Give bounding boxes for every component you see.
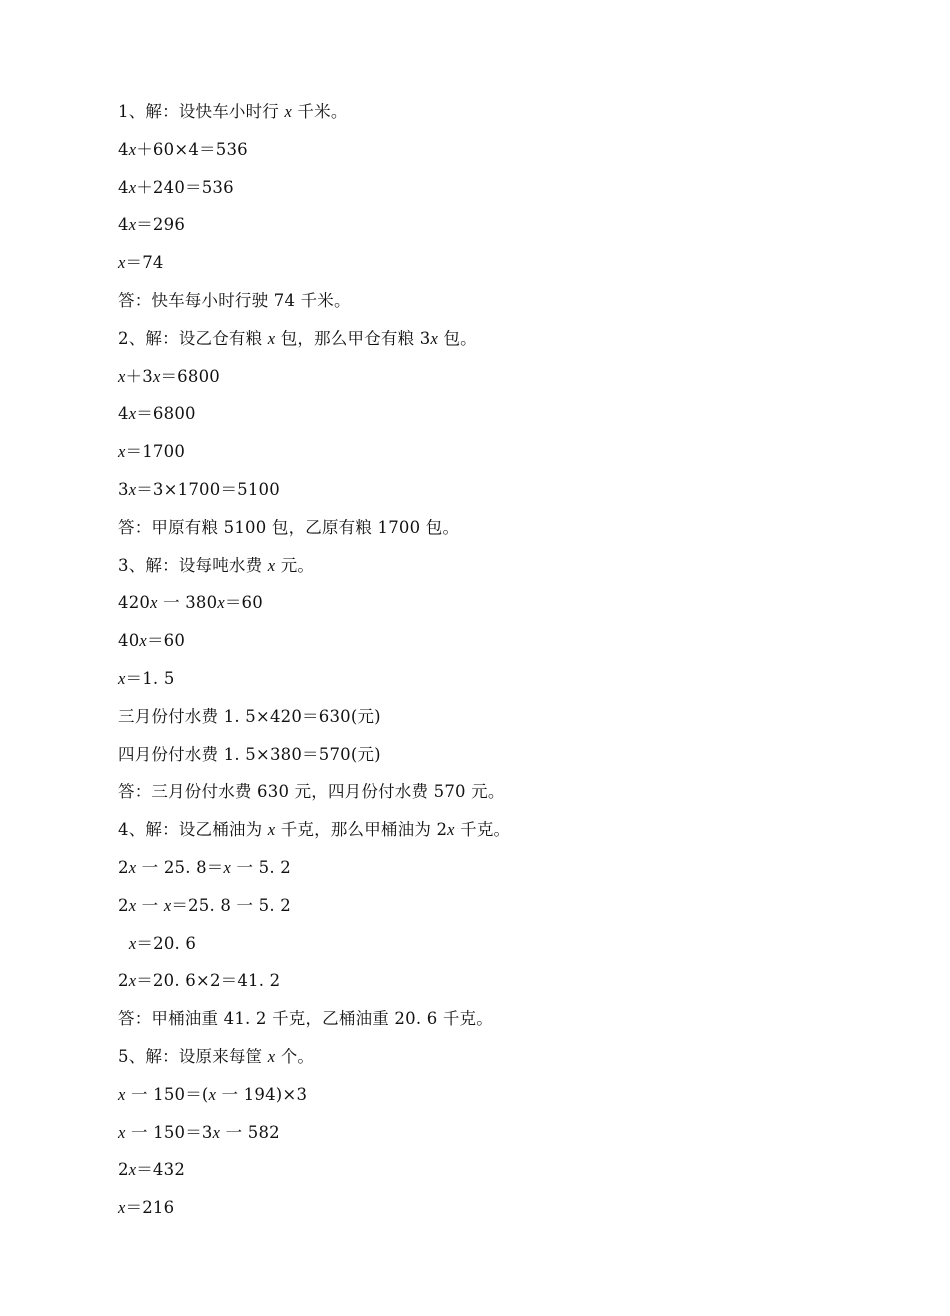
text-line: x＝74 [118, 253, 164, 273]
math-variable: x [128, 215, 137, 235]
math-variable: x [118, 253, 126, 273]
math-variable: x [267, 555, 276, 575]
math-variable: x [430, 328, 439, 348]
text-line: 4x＋240＝536 [118, 177, 234, 197]
text-line: x＝20. 6 [128, 933, 197, 953]
solution-document [118, 99, 898, 1233]
text-line: 答：快车每小时行驶 74 千米。 [118, 290, 351, 310]
math-variable: x [128, 857, 137, 877]
math-variable: x [447, 820, 455, 840]
text-line: 3x＝3×1700＝5100 [118, 479, 280, 499]
math-variable: x [223, 857, 232, 877]
math-variable: x [128, 139, 137, 159]
math-variable: x [128, 933, 137, 953]
math-variable: x [118, 366, 126, 386]
math-variable: x [128, 404, 137, 424]
text-line: 2、解：设乙仓有粮 x 包，那么甲仓有粮 3x 包。 [118, 328, 477, 348]
math-variable: x [128, 895, 137, 915]
math-variable: x [128, 177, 137, 197]
text-line: 40x＝60 [118, 631, 186, 651]
math-variable: x [128, 971, 137, 991]
text-line: 答：三月份付水费 630 元，四月份付水费 570 元。 [118, 782, 505, 802]
text-line: 4x＝296 [118, 215, 186, 235]
text-line: x＋3x＝6800 [118, 366, 220, 386]
math-variable: x [118, 1198, 126, 1218]
text-line: x 一 150＝3x 一 582 [118, 1122, 280, 1142]
text-line: x＝216 [118, 1198, 175, 1218]
math-variable: x [128, 1160, 137, 1180]
math-variable: x [139, 631, 147, 651]
math-variable: x [212, 1122, 221, 1142]
math-variable: x [128, 479, 137, 499]
text-line: 四月份付水费 1. 5×380＝570(元) [118, 744, 381, 764]
text-line: 2x 一 x＝25. 8 一 5. 2 [118, 895, 291, 915]
math-variable: x [217, 593, 225, 613]
text-line: 2x＝432 [118, 1160, 186, 1180]
text-line: 4x＝6800 [118, 404, 196, 424]
math-variable: x [267, 1046, 276, 1066]
text-line: x＝1. 5 [118, 668, 175, 688]
text-line: 三月份付水费 1. 5×420＝630(元) [118, 706, 381, 726]
math-variable: x [267, 820, 276, 840]
text-line: x 一 150＝(x 一 194)×3 [118, 1084, 308, 1104]
text-line: 4x＋60×4＝536 [118, 139, 248, 159]
math-variable: x [152, 366, 161, 386]
math-variable: x [118, 668, 126, 688]
math-variable: x [284, 102, 292, 121]
math-variable: x [163, 895, 172, 915]
text-line: 答：甲原有粮 5100 包，乙原有粮 1700 包。 [118, 517, 460, 537]
text-line: 2x 一 25. 8＝x 一 5. 2 [118, 857, 291, 877]
text-line: 420x 一 380x＝60 [118, 593, 263, 613]
text-line: 5、解：设原来每筐 x 个。 [118, 1046, 315, 1066]
text-line: 答：甲桶油重 41. 2 千克，乙桶油重 20. 6 千克。 [118, 1009, 493, 1029]
math-variable: x [118, 1084, 126, 1104]
text-line: 1、解：设快车小时行 x 千米。 [118, 102, 348, 121]
math-variable: x [208, 1084, 217, 1104]
math-variable: x [118, 442, 126, 462]
text-line: x＝1700 [118, 442, 186, 462]
math-variable: x [150, 593, 158, 613]
math-variable: x [118, 1122, 126, 1142]
text-line: 3、解：设每吨水费 x 元。 [118, 555, 315, 575]
text-line: 2x＝20. 6×2＝41. 2 [118, 971, 281, 991]
math-variable: x [267, 328, 276, 348]
text-line: 4、解：设乙桶油为 x 千克，那么甲桶油为 2x 千克。 [118, 820, 511, 840]
